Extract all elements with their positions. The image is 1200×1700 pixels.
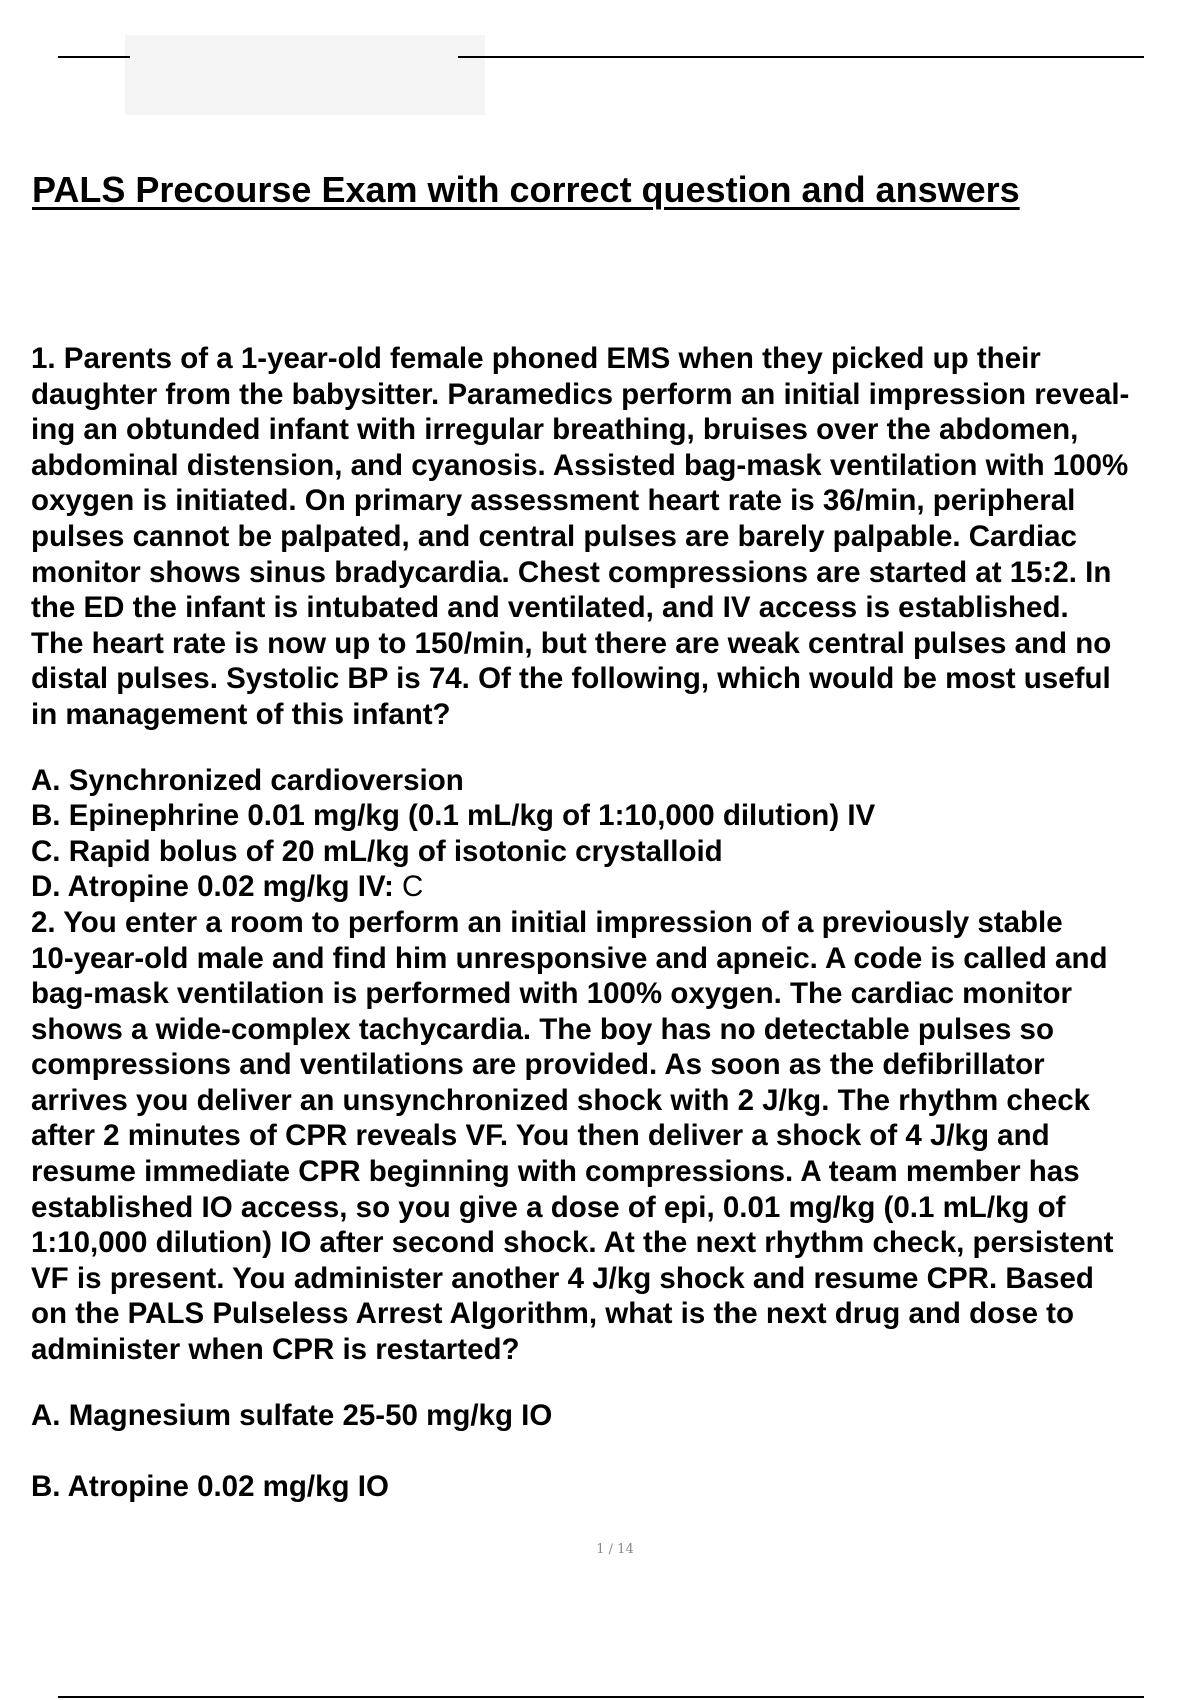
answer-option-with-answer (31, 869, 1171, 905)
question-2-line: 1:10,000 dilution) IO after second shock. At the next rhythm check, persistent (31, 1226, 1114, 1260)
header-rule-left (58, 56, 130, 58)
answer-option: B. Atropine 0.02 mg/kg IO (31, 1470, 389, 1504)
answer-option: D. Atropine 0.02 mg/kg IV: (31, 870, 394, 904)
question-2-line: shows a wide-complex tachycardia. The boy has no detectable pulses so (31, 1012, 1054, 1046)
question-2-line: VF is present. You administer another 4 J/kg shock and resume CPR. Based (31, 1261, 1094, 1295)
question-1-line: monitor shows sinus bradycardia. Chest compressions are started at 15:2. In (31, 555, 1112, 589)
document-title: PALS Precourse Exam with correct question and answers (32, 169, 1020, 210)
question-1-line: the ED the infant is intubated and ventilated, and IV access is established. (31, 591, 1069, 625)
question-1-line: The heart rate is now up to 150/min, but there are weak central pulses and no (31, 626, 1112, 660)
question-1-line: abdominal distension, and cyanosis. Assisted bag-mask ventilation with 100% (31, 448, 1129, 482)
question-1-line: in management of this infant? (31, 697, 451, 731)
answer-option: B. Epinephrine 0.01 mg/kg (0.1 mL/kg of 1:10,000 dilution) IV (31, 799, 876, 833)
header-rule-right (458, 56, 1144, 58)
question-2-line: 10-year-old male and find him unresponsive and apneic. A code is called and (31, 941, 1108, 975)
question-2-line: established IO access, so you give a dose of epi, 0.01 mg/kg (0.1 mL/kg of (31, 1190, 1066, 1224)
answer-option: C. Rapid bolus of 20 mL/kg of isotonic crystalloid (31, 834, 723, 868)
question-1-line: 1. Parents of a 1-year-old female phoned EMS when they picked up their (31, 342, 1041, 375)
spacer (31, 733, 1171, 763)
question-1-line: ing an obtunded infant with irregular breathing, bruises over the abdomen, (31, 413, 1079, 447)
footer-rule (58, 1696, 1144, 1698)
question-1-line: pulses cannot be palpated, and central pulses are barely palpable. Cardiac (31, 519, 1077, 553)
question-1-line: daughter from the babysitter. Paramedics perform an initial impression reveal- (31, 377, 1130, 411)
spacer (31, 1368, 1171, 1398)
question-2-options (31, 1398, 1171, 1505)
question-2-line: administer when CPR is restarted? (31, 1333, 520, 1367)
question-2-line: compressions and ventilations are provided. As soon as the defibrillator (31, 1048, 1045, 1082)
question-2 (31, 905, 1171, 1368)
watermark-logo (125, 35, 485, 115)
answer-option: A. Synchronized cardioversion (31, 763, 464, 797)
question-2-line: on the PALS Pulseless Arrest Algorithm, what is the next drug and dose to (31, 1297, 1075, 1331)
question-2-line: bag-mask ventilation is performed with 100% oxygen. The cardiac monitor (31, 977, 1072, 1011)
question-1-line: oxygen is initiated. On primary assessment heart rate is 36/min, peripheral (31, 484, 1076, 518)
question-2-line: after 2 minutes of CPR reveals VF. You then deliver a shock of 4 J/kg and (31, 1119, 1050, 1153)
question-2-line: resume immediate CPR beginning with compressions. A team member has (31, 1155, 1080, 1189)
question-1 (31, 341, 1171, 733)
question-2-line: 2. You enter a room to perform an initial impression of a previously stable (31, 905, 1063, 939)
question-1-options (31, 763, 1171, 905)
question-2-line: arrives you deliver an unsynchronized shock with 2 J/kg. The rhythm check (31, 1083, 1091, 1117)
answer-option: A. Magnesium sulfate 25-50 mg/kg IO (31, 1398, 553, 1432)
question-1-line: distal pulses. Systolic BP is 74. Of the following, which would be most useful (31, 662, 1111, 696)
page-number: 1 / 14 (596, 1542, 634, 1557)
spacer (31, 1433, 1171, 1469)
correct-answer: C (393, 870, 424, 904)
exam-content (31, 341, 1171, 1505)
